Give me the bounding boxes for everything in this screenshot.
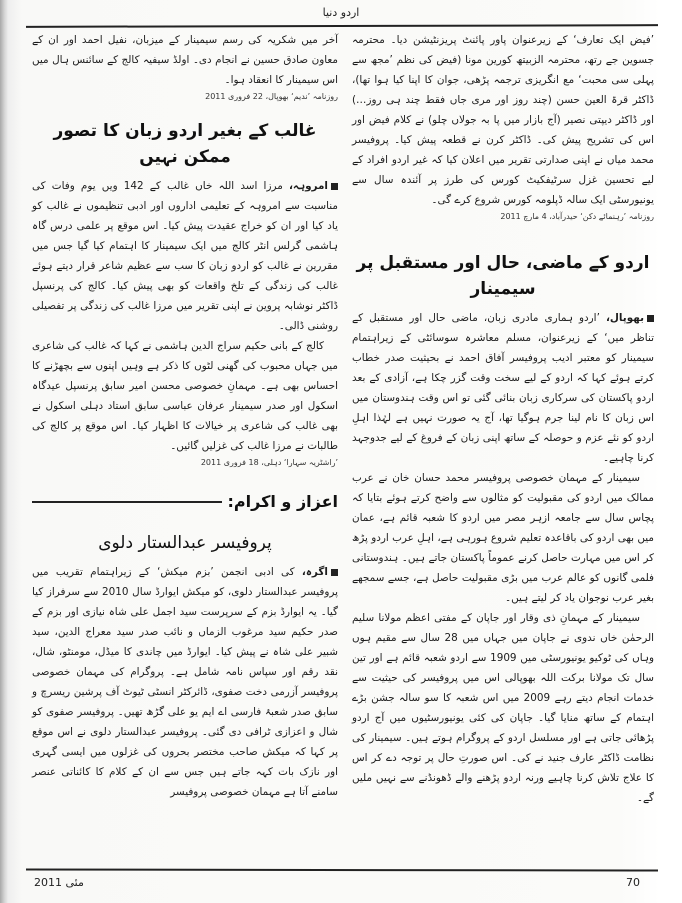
right-intro-source: روزنامہ ’رہنمائے دکن‘ حیدرآباد، 4 مارچ 2011 — [500, 212, 654, 221]
article-paragraph: سیمینار کے مہمان خصوصی پروفیسر محمد حسان خان نے عرب ممالک میں اردو کی مقبولیت کو مثالوں سے واضح کرتے ہوئے بتایا کہ پچاس سال سے جامعہ ازہر مصر میں اردو کا شعبہ قائم ہے، عمان میں بھی اردو کی باقاعدہ تعلیم شروع ہورہی ہے، اہلِ عرب اردو پڑھ کر اس میں مہارت حاصل کرنے عموماً پاکستان جاتے ہیں۔ ہندوستانی فلمی گانوں کو عالم عرب میں بڑی مقبولیت حاصل ہے، جسے سمجھے بغیر عرب نوجوان یاد کر لیتے ہیں۔ — [352, 472, 654, 604]
bullet-square-icon — [331, 569, 338, 576]
article-paragraph — [352, 308, 654, 468]
bottom-rule — [26, 868, 658, 871]
top-rule — [26, 24, 658, 28]
paragraph-text: مرزا اسد اللہ خاں غالب کے 142 ویں یوم وفات کی مناسبت سے امروہہ کے تعلیمی اداروں اور ادبی تنظیموں نے غالب کو یاد کیا اور ان کو خراج عقیدت پیش کیا۔ اس موقع پر علمی درس گاہ ہاشمی گرلس انٹر کالج میں ایک سیمینار کا اہتمام کیا گیا جس میں مقررین نے غالب کو اردو زبان کا سب سے عظیم شاعر قرار دیتے ہوئے غالب کی زندگی کے تلخ واقعات کو بھی پیش کیا۔ کالج کی پرنسپل ڈاکٹر نوشابہ پروین نے اپنی تقریر میں مرزا غالب کی زندگی پر تفصیلی روشنی ڈالی۔ — [32, 180, 338, 332]
section-title-label: اعزاز و اکرام: — [227, 492, 338, 511]
section-title-rule — [32, 501, 222, 503]
footer-issue-date: مئی 2011 — [34, 876, 84, 889]
left-column — [32, 30, 338, 802]
paragraph-text: ’اردو ہماری مادری زبان، ماضی حال اور مستقبل کے تناظر میں‘ کے زیرعنوان، مسلم معاشرہ سوسائٹی کے زیراہتمام سیمینار کو معتبر ادیب پروفیسر آفاق احمد نے بحیثیت صدر خطاب کرتے ہوئے کہا کہ اردو کے لیے سخت وقت گزر چکا ہے، آزادی کے بعد اردو پاکستان کی سرکاری زبان بنائی گئی تو اس وقت ہندوستان میں اس زبان کا نام لینا جرم ہوگیا تھا، آج یہ صورت نہیں ہے لہٰذا اہلِ اردو کو نئے عزم و حوصلہ کے ساتھ اپنی زبان کے فروغ کے لیے جدوجہد کرنا چاہیے۔ — [352, 312, 654, 464]
running-title: اردو دنیا — [322, 6, 360, 19]
dateline: اگرہ، — [301, 566, 328, 578]
bullet-square-icon — [331, 183, 338, 190]
article-paragraph — [32, 176, 338, 336]
dateline: امروہہ، — [288, 180, 328, 192]
article-source: ’راشٹریہ سہارا‘ دہلی، 18 فروری 2011 — [200, 458, 338, 467]
right-intro-paragraph: ’فیض ایک تعارف‘ کے زیرعنوان پاور پائنٹ پریزنٹیشن دیا۔ محترمہ جسوین جے رتھ، محترمہ الزبیتھ کورین مونا (فیض کی نظم ’مجھ سے پہلی سی محبت‘ مع انگریزی ترجمہ پڑھی، جوان کا اپنا کیا ہوا تھا)، ڈاکٹر قرۃ العین حسن (چند روز اور مری جاں فقط چند ہی روز…) اور ڈاکٹر دیپتی نصیر (آج بازار میں پا بہ جولاں چلو) نے کلام فیض اور اس کی تشریح پیش کی۔ ڈاکٹر کرن نے قطعہ پیش کیا۔ پروفیسر محمد میاں نے اپنی صدارتی تقریر میں اعلان کیا کہ غیر اردو افراد کے لیے تحسین غزل سرٹیفکیٹ کورس کی طرز پر آئندہ سال سے یونیورسٹی ایک سالہ ڈپلومہ کورس شروع کرے گی۔ — [352, 34, 654, 206]
article-headline-ghalib: غالب کے بغیر اردو زبان کا تصور ممکن نہیں — [53, 121, 317, 167]
article-paragraph: کالج کے بانی حکیم سراج الدین ہاشمی نے کہا کہ غالب کی شاعری میں جہاں محبوب کی گھنی لٹوں کا ذکر ہے وہیں اپنوں سے بچھڑنے کا احساس بھی ہے۔ مہمانِ خصوصی محسن امیر سابق پرنسپل عیدگاہ اسکول اور صدر سیمینار عرفان عباسی سابق استاد دہلی اسکول نے بھی غالب کی شاعری پر خیالات کا اظہار کیا۔ اس موقع پر کالج کی طالبات نے مرزا غالب کی غزلیں گائیں۔ — [32, 340, 338, 452]
article-paragraph — [32, 562, 338, 802]
page-binding-shadow — [0, 0, 8, 903]
footer-page-number: 70 — [626, 876, 640, 889]
section-title-honours — [32, 492, 338, 512]
left-intro-source: روزنامہ ’ندیم‘ بھوپال، 22 فروری 2011 — [205, 92, 338, 101]
dateline: بھوپال، — [605, 312, 644, 324]
right-column — [352, 30, 654, 808]
bullet-square-icon — [647, 315, 654, 322]
article-headline-dalvi: پروفیسر عبدالستار دلوی — [98, 533, 272, 553]
left-intro-paragraph: آخر میں شکریہ کی رسم سیمینار کے میزبان، نفیل احمد اور ان کے معاون صادق حسین نے انجام دی۔ اولڈ سیفیہ کالج کے سائنس ہال میں اس سیمینار کا انعقاد ہوا۔ — [32, 34, 338, 86]
paragraph-text: کی ادبی انجمن ’بزم میکش‘ کے زیراہتمام تقریب میں پروفیسر عبدالستار دلوی، کو میکش ایوارڈ سال 2010 سے سرفراز کیا گیا۔ یہ ایوارڈ بزم کے سرپرست سید اجمل علی شاہ نیازی اور بزم کے صدر حکیم سید مرغوب الزماں و نائب صدر سید معراج الدین، سید شبیر علی شاہ نے پیش کیا۔ ایوارڈ میں چاندی کا میڈل، مومنٹو، شال، نقد رقم اور سپاس نامہ شامل ہے۔ پروگرام کی مہمان خصوصی پروفیسر آزرمی دخت صفوی، ڈائرکٹر انسٹی ٹیوٹ آف پرشین ریسرچ و سابق صدر شعبۂ فارسی اے ایم یو علی گڑھ تھیں۔ پروفیسر صفوی کو شال و اعزازی ٹرافی دی گئی۔ پروفیسر عبدالستار دلوی نے اس موقع پر کہا کہ میکش صاحب مختصر بحروں کی غزلوں میں ایسی گہری اور نازک بات کہہ جاتے ہیں جس سے ان کے کلام کا کائناتی عنصر سامنے آتا ہے مہمان خصوصی پروفیسر — [32, 566, 338, 798]
article-headline-seminar: اردو کے ماضی، حال اور مستقبل پر سیمینار — [356, 253, 650, 299]
article-paragraph: سیمینار کے مہمانِ ذی وقار اور جاپان کے مفتی اعظم مولانا سلیم الرحمٰن خاں ندوی نے جاپان میں جہاں میں 28 سال سے مقیم ہوں وہاں کی ٹوکیو یونیورسٹی میں 1909 سے اردو شعبہ قائم ہے اور تین سال تک مولانا برکت اللہ بھوپالی اس میں پروفیسر کی حیثیت سے خدمات انجام دیتے رہے 2009 میں اس شعبہ کا سو سالہ جشن بڑے اہتمام کے ساتھ منایا گیا۔ جاپان کی کئی یونیورسٹیوں میں آج اردو پڑھائی جاتی ہے اور مسلسل اردو کے پروگرام ہوتے ہیں۔ سیمینار کی نظامت ڈاکٹر عارف جنید نے کی۔ اس صورتِ حال پر توجہ دے کر اس کا علاج تلاش کرنا چاہیے ورنہ اردو پڑھنے والے ڈھونڈنے سے نہیں ملیں گے۔ — [352, 612, 654, 804]
